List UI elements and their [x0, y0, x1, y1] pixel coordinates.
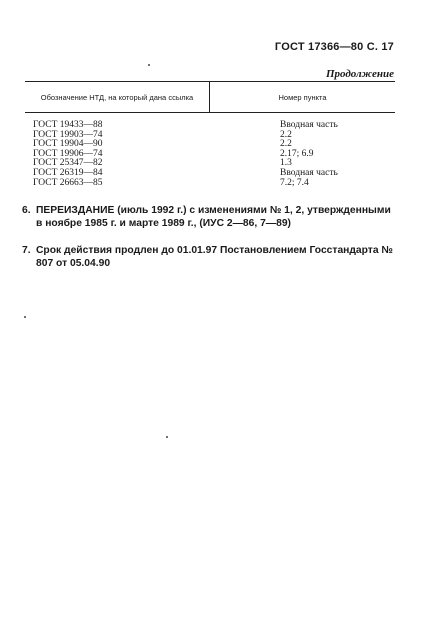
scan-speck: [148, 64, 150, 66]
notes-section: [22, 204, 398, 284]
table-cell-document: ГОСТ 19903—74: [33, 129, 103, 140]
item-number-column: [210, 121, 395, 188]
table-cell-item-number: 1.3: [280, 158, 292, 169]
document-column: [25, 121, 210, 188]
reference-table: [25, 81, 395, 188]
note-reissue: [22, 204, 398, 230]
scan-speck: [166, 436, 168, 438]
page-header: ГОСТ 17366—80 С. 17: [274, 41, 394, 53]
table-cell-item-number: 7.2; 7.4: [280, 177, 309, 188]
note-text: Срок действия продлен до 01.01.97 Постановлением Госстандарта № 807 от 05.04.90: [36, 245, 393, 269]
table-cell-document: ГОСТ 26319—84: [33, 167, 103, 178]
note-number: 6.: [22, 205, 31, 216]
table-cell-item-number: 2.2: [280, 139, 292, 150]
table-body: [25, 113, 395, 188]
table-cell-document: ГОСТ 26663—85: [33, 177, 103, 188]
table-cell-document: ГОСТ 19904—90: [33, 139, 103, 150]
table-cell-document: ГОСТ 19433—88: [33, 120, 103, 130]
note-number: 7.: [22, 245, 31, 256]
table-cell-item-number: 2.2: [280, 129, 292, 140]
note-validity-extension: [22, 244, 398, 270]
note-text: ПЕРЕИЗДАНИЕ (июль 1992 г.) с изменениями № 1, 2, утвержденными в ноябре 1985 г. и марте 1989 г., (ИУС 2—86, 7—89): [36, 205, 391, 229]
continuation-label: Продолжение: [325, 68, 394, 80]
table-cell-document: ГОСТ 19906—74: [33, 148, 103, 159]
table-cell-document: ГОСТ 25347—82: [33, 158, 103, 169]
column-header-item-number: Номер пункта: [278, 92, 327, 102]
table-cell-item-number: 2.17; 6.9: [280, 148, 314, 159]
table-cell-item-number: Вводная часть: [280, 167, 338, 178]
scan-speck: [24, 316, 26, 318]
table-cell-item-number: Вводная часть: [280, 120, 338, 130]
table-header: [25, 82, 395, 113]
column-header-document: Обозначение НТД, на который дана ссылка: [25, 82, 210, 112]
